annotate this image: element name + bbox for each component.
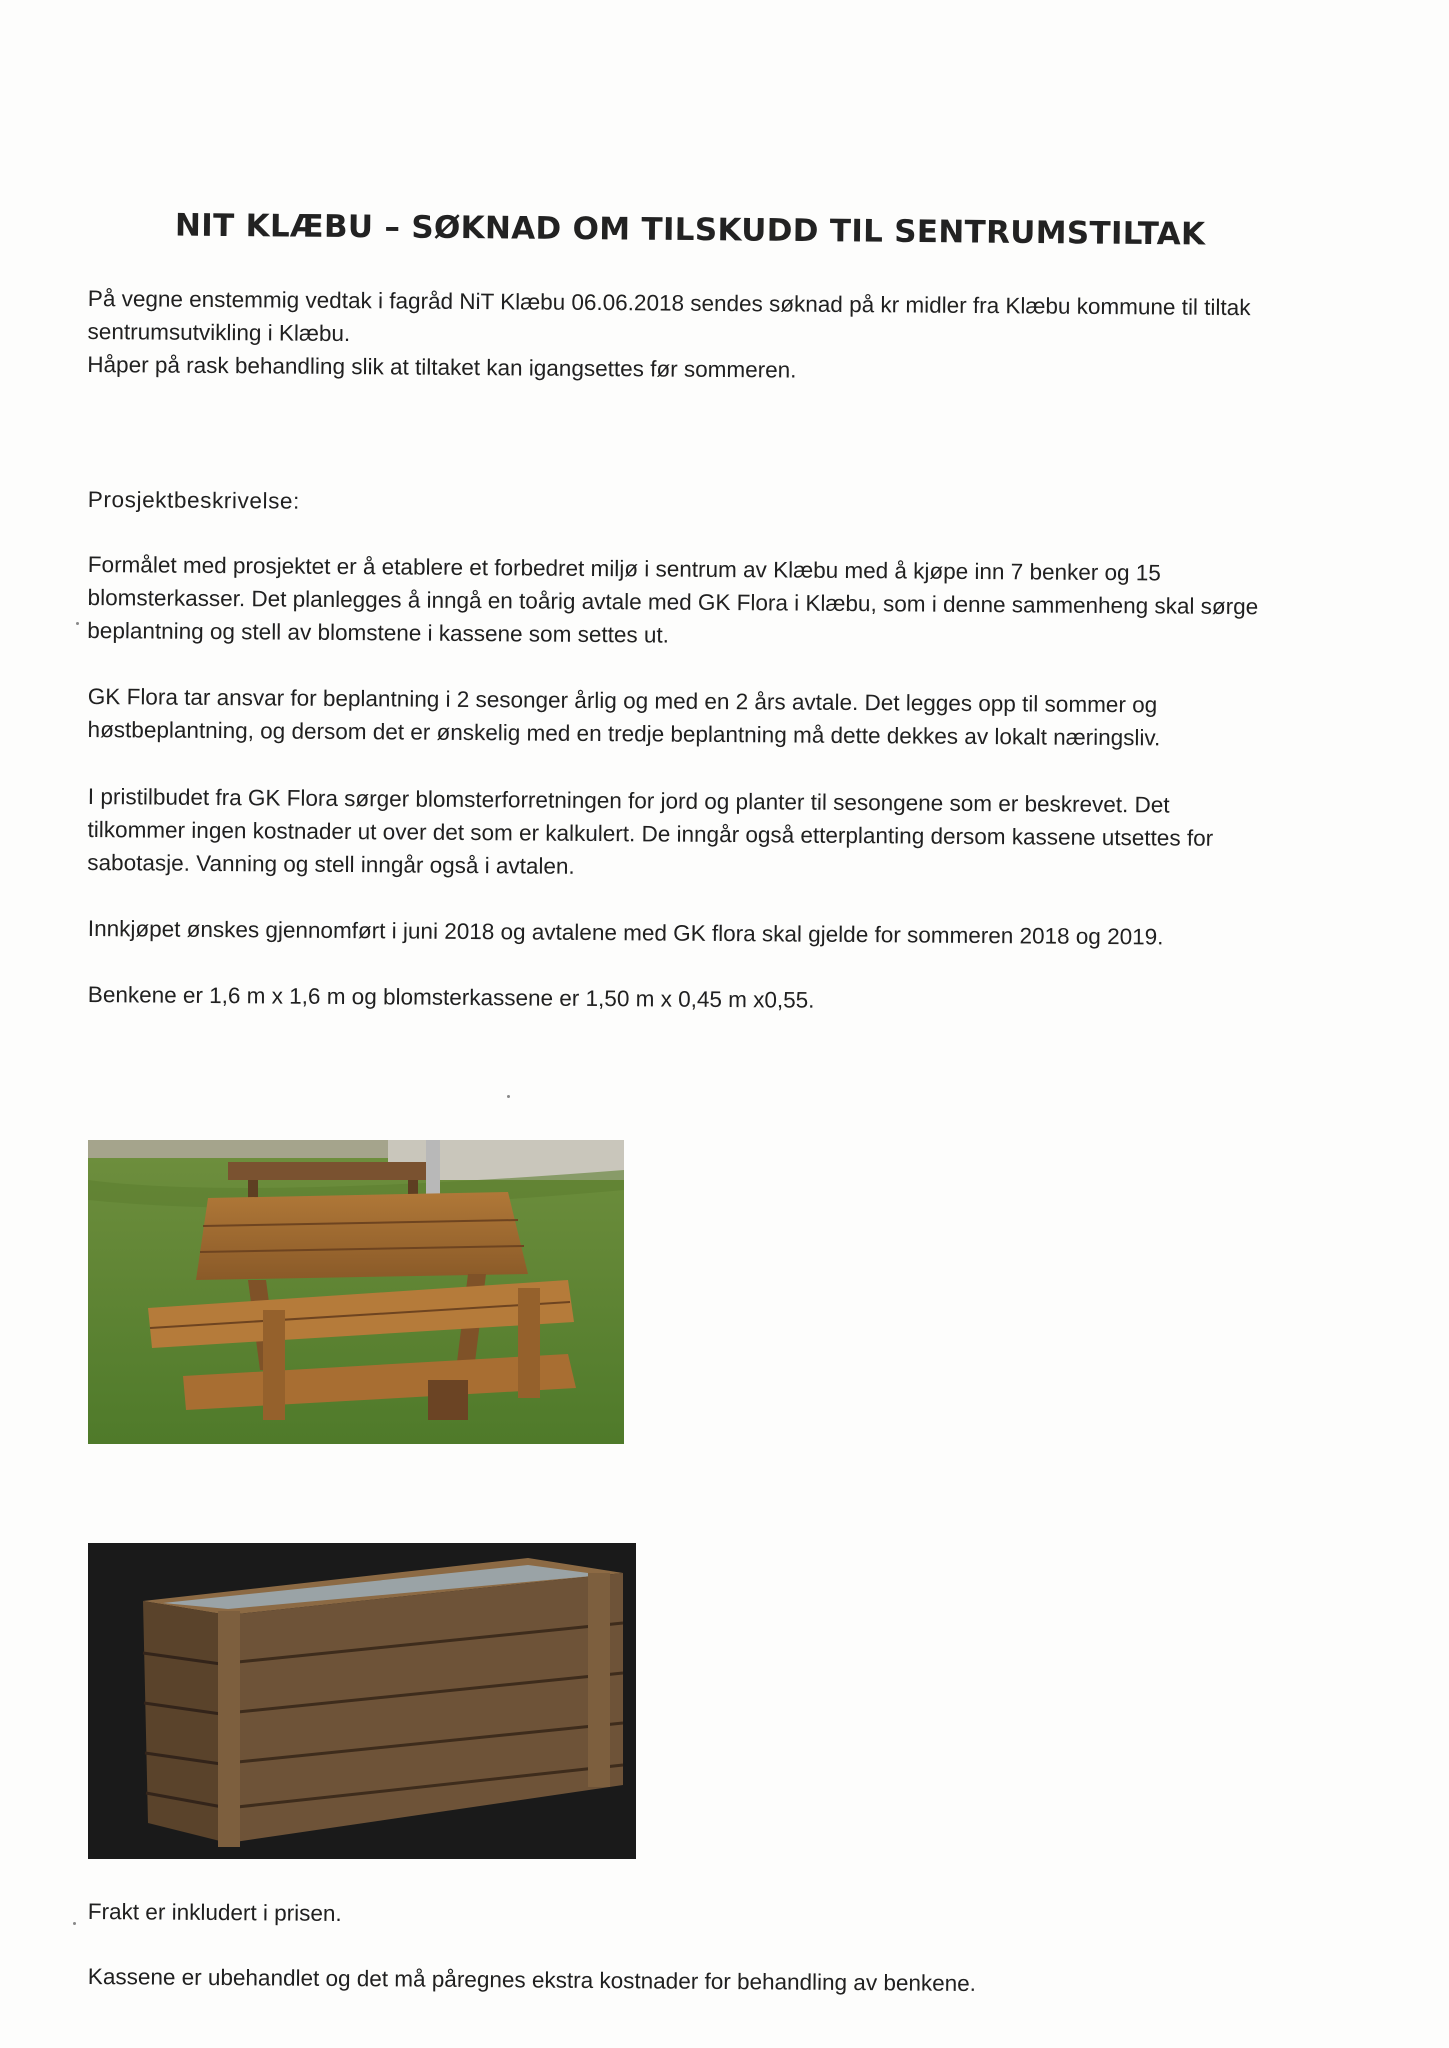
paragraph-line: høstbeplantning, og dersom det er ønskelig med en tredje beplantning må dette dekkes av lokalt næringsliv. [87,716,1161,751]
scan-speck [507,1095,510,1098]
paragraph-line: beplantning og stell av blomstene i kassene som settes ut. [87,617,670,648]
document-title: NIT KLÆBU – SØKNAD OM TILSKUDD TIL SENTRUMSTILTAK [174,207,1206,253]
bench-illustration [88,1140,624,1444]
paragraph-line: Formålet med prosjektet er å etablere et forbedret miljø i sentrum av Klæbu med å kjøpe inn 7 benker og 15 [87,551,1161,586]
paragraph-line: I pristilbudet fra GK Flora sørger blomsterforretningen for jord og planter til sesongene som er beskrevet. Det [87,783,1170,818]
paragraph-line: sabotasje. Vanning og stell inngår også i avtalen. [87,849,575,879]
paragraph-purpose [87,548,1388,657]
intro-line: sentrumsutvikling i Klæbu. [87,318,351,347]
paragraph-timeline [88,912,1388,955]
paragraph-line: blomsterkasser. Det planlegges å inngå en toårig avtale med GK Flora i Klæbu, som i denne sammenheng skal sørge [87,584,1259,620]
paragraph-line: Kassene er ubehandlet og det må påregnes ekstra kostnader for behandling av benkene. [87,1963,977,1996]
intro-line: Håper på rask behandling slik at tiltaket kan igangsettes før sommeren. [87,351,797,383]
section-heading [88,483,1388,526]
paragraph-line: Benkene er 1,6 m x 1,6 m og blomsterkassene er 1,50 m x 0,45 m x0,55. [87,981,815,1013]
scan-speck [76,622,79,625]
paragraph-pricing [87,780,1388,889]
planter-illustration [88,1543,636,1859]
closing-treatment [88,1960,1388,2003]
closing-shipping [88,1895,1388,1938]
paragraph-line: GK Flora tar ansvar for beplantning i 2 sesonger årlig og med en 2 års avtale. Det legges opp til sommer og [87,683,1158,718]
paragraph-responsibility [87,680,1387,756]
paragraph-line: tilkommer ingen kostnader ut over det som er kalkulert. De inngår også etterplanting dersom kassene utsettes for [87,816,1214,851]
paragraph-line: Innkjøpet ønskes gjennomført i juni 2018 og avtalene med GK flora skal gjelde for sommeren 2018 og 2019. [87,915,1164,950]
scan-speck [73,1922,76,1925]
intro-paragraph [87,282,1388,391]
planter-photo [88,1543,636,1859]
section-heading-text: Prosjektbeskrivelse: [87,486,301,514]
paragraph-line: Frakt er inkludert i prisen. [87,1898,342,1926]
bench-photo [88,1140,624,1444]
intro-line: På vegne enstemmig vedtak i fagråd NiT Klæbu 06.06.2018 sendes søknad på kr midler fra Klæbu kommune til tiltak [87,285,1251,321]
paragraph-dimensions [88,978,1388,1021]
